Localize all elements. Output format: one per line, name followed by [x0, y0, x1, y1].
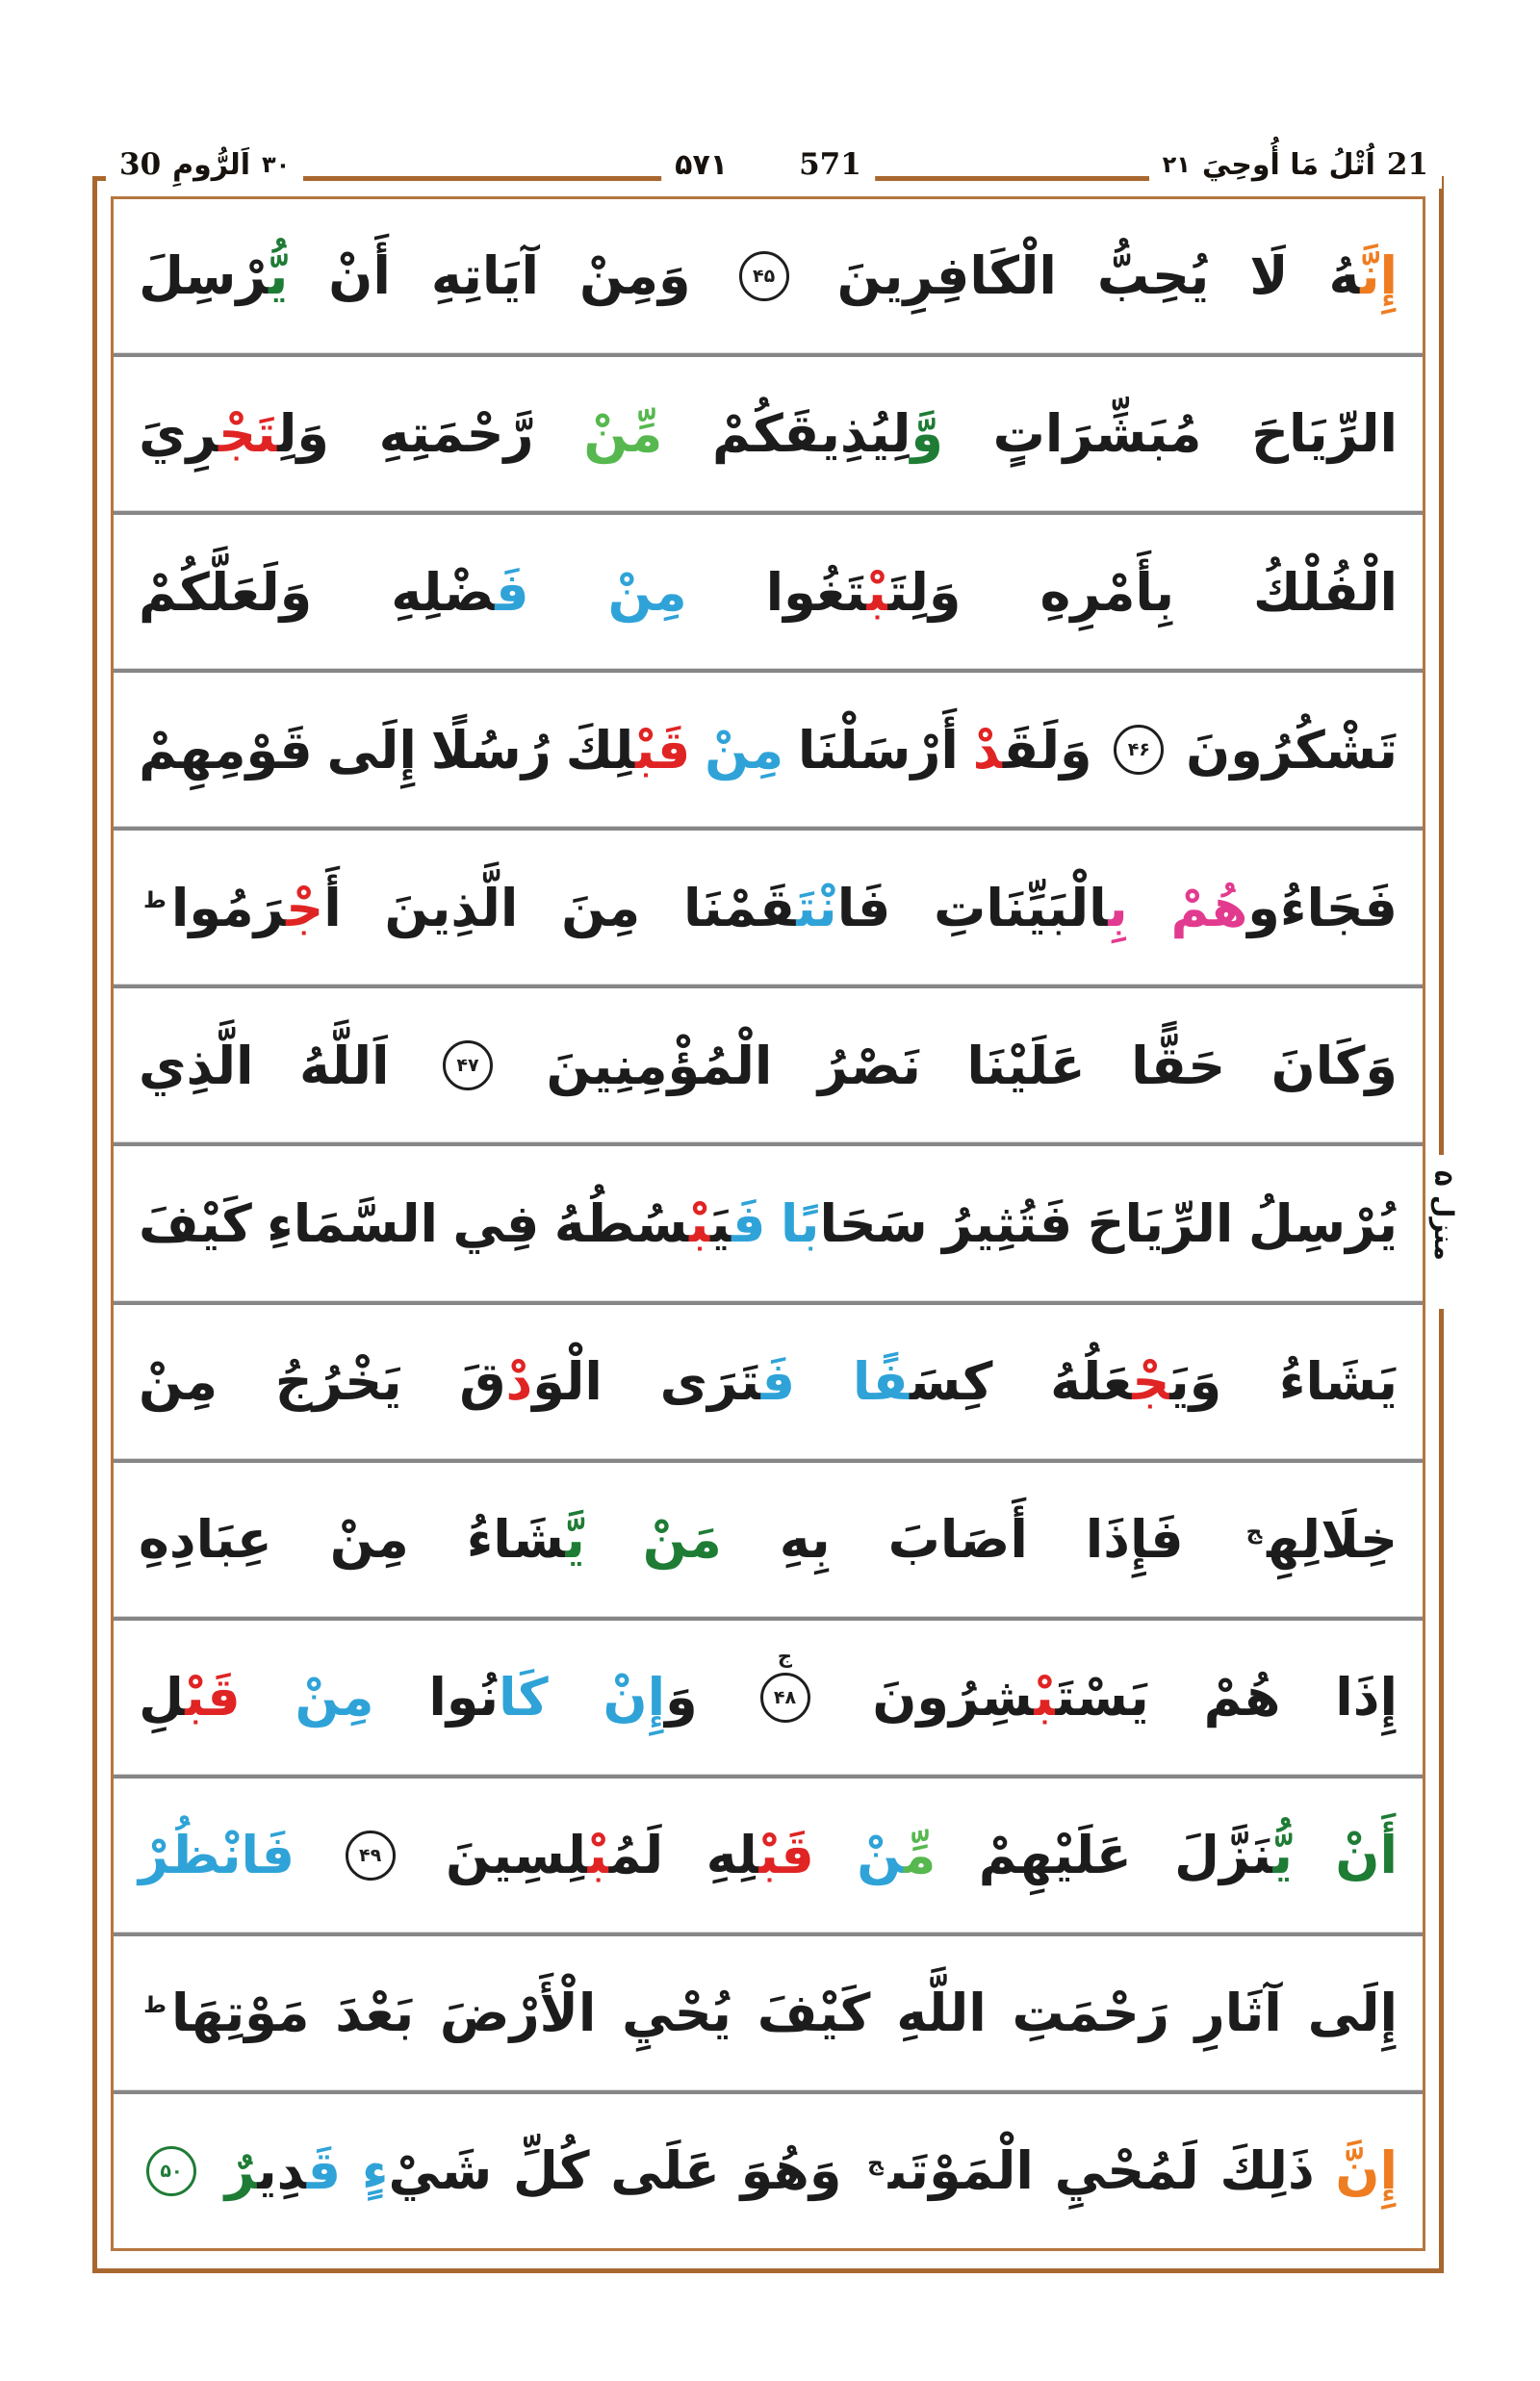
- quran-line-9: [114, 1459, 1423, 1617]
- text-segment: كَا: [499, 1667, 549, 1728]
- text-segment: ‍لِهِ: [706, 1825, 759, 1886]
- word: [139, 1983, 310, 2044]
- text-segment: ‍قَمْنَا: [683, 877, 797, 938]
- word: [1170, 877, 1398, 938]
- text-segment: فِي: [452, 1192, 540, 1254]
- word: [992, 403, 1202, 465]
- text-segment: لِيُذِيقَكُمْ: [712, 403, 911, 465]
- page-number-latin: 571: [799, 147, 861, 182]
- ayah-marker: ۴۸ ج: [760, 1673, 810, 1723]
- text-segment: يَشَاءُ: [1278, 1350, 1398, 1412]
- text-segment: كَيْفَ: [757, 1983, 871, 2044]
- text-segment: ‍تَجْ‍: [218, 403, 278, 465]
- word: [1249, 245, 1289, 307]
- text-segment: بِ‍: [1108, 877, 1128, 938]
- word: [1131, 1037, 1225, 1094]
- text-segment: ‍رٌ: [224, 2140, 258, 2202]
- ayah-marker: ۴۹: [346, 1831, 396, 1881]
- text-segment: ‍يَ‍: [710, 1192, 732, 1254]
- text-segment: أَنْ: [1335, 1825, 1398, 1886]
- word: [705, 719, 784, 781]
- word: [780, 1192, 928, 1254]
- text-segment: إِنْ: [603, 1667, 666, 1728]
- text-segment: فَا: [836, 877, 891, 938]
- text-segment: ‍جْ‍: [1132, 1350, 1170, 1412]
- text-segment: فَإِذَا: [1085, 1508, 1184, 1570]
- text-segment: هُمْ: [1203, 1667, 1281, 1728]
- text-segment: وَلِتَ‍: [887, 561, 962, 623]
- text-segment: فَ‍: [760, 1350, 796, 1412]
- word: [430, 719, 552, 781]
- word: [978, 1825, 1132, 1886]
- word: [896, 1983, 987, 2044]
- word: [1194, 1983, 1282, 2044]
- word: [887, 1508, 1028, 1570]
- text-segment: بِهِ: [779, 1508, 831, 1570]
- text-segment: ‍بْ‍: [587, 1825, 609, 1886]
- quran-line-3: [114, 511, 1423, 669]
- word: [862, 2140, 1034, 2202]
- word: [1174, 1825, 1293, 1886]
- word: [384, 877, 519, 938]
- word: [546, 1037, 772, 1094]
- text-segment: رَحْمَتِ: [1012, 1983, 1169, 2044]
- text-segment: مُبَشِّرَاتٍ: [992, 403, 1202, 465]
- word: [1278, 1350, 1398, 1412]
- word: [1253, 561, 1398, 623]
- text-segment: ‍تَرَى: [659, 1350, 761, 1412]
- text-segment: وَهُوَ: [740, 2140, 842, 2202]
- surah-number-arabic: ۳۰: [262, 151, 291, 178]
- quran-line-8: [114, 1301, 1423, 1459]
- stop-sign: ج: [1245, 1519, 1263, 1545]
- page-header: [92, 141, 1444, 189]
- text-segment: يَخْرُجُ: [274, 1350, 402, 1412]
- word: [430, 245, 539, 307]
- text-segment: قَ: [459, 1350, 506, 1412]
- quran-line-1: [114, 199, 1423, 353]
- word: [378, 403, 534, 465]
- text-segment: ذَلِكَ: [1219, 2140, 1315, 2202]
- text-segment: قَ‍: [306, 2140, 342, 2202]
- text-segment: يُرْسِلُ: [1247, 1192, 1398, 1254]
- text-segment: قَبْ‍: [634, 719, 691, 781]
- stop-sign: ج: [867, 2151, 884, 2177]
- text-segment: رُسُلًا: [430, 719, 552, 781]
- text-segment: آثَارِ: [1194, 1983, 1282, 2044]
- juz-name: اُتْلُ مَا أُوحِيَ: [1201, 147, 1375, 182]
- text-segment: بَعْدَ: [335, 1983, 415, 2044]
- word: [706, 1825, 814, 1886]
- word: [583, 403, 663, 465]
- ayah-marker: ۴۵: [739, 251, 789, 301]
- text-segment: لَمُحْيِ: [1054, 2140, 1199, 2202]
- word: [1204, 1669, 1281, 1726]
- word: [857, 1825, 937, 1886]
- text-segment: الْمُؤْمِنِينَ: [546, 1035, 773, 1096]
- quran-line-6: [114, 985, 1423, 1142]
- word: [852, 1350, 993, 1412]
- word: [683, 877, 891, 938]
- text-segment: قَبْ‍: [758, 1825, 814, 1886]
- text-segment: كِسَ‍: [910, 1350, 993, 1412]
- text-segment: ‍شِرُونَ: [872, 1667, 1035, 1728]
- text-segment: مَوْتِهَا: [170, 1983, 310, 2044]
- word: [872, 1669, 1149, 1726]
- text-segment: ‍سُطُهُ: [553, 1192, 690, 1254]
- word: [818, 1037, 921, 1094]
- quran-line-12: [114, 1933, 1423, 2090]
- text-segment: إِذَا: [1335, 1667, 1398, 1728]
- text-segment: آيَاتِهِ: [430, 245, 539, 307]
- word: [622, 1983, 732, 2044]
- word: [428, 1669, 548, 1726]
- word: [139, 245, 289, 307]
- word: [972, 719, 1092, 781]
- word: [139, 719, 313, 781]
- text-segment: ‍هُ: [1328, 245, 1361, 307]
- word: [740, 2140, 842, 2202]
- juz-number-arabic: ۲۱: [1162, 151, 1191, 178]
- text-segment: اللَّهِ: [896, 1983, 987, 2044]
- word: [459, 1350, 603, 1412]
- text-segment: ‍بْ‍: [866, 561, 888, 623]
- text-segment: وَّ: [911, 403, 943, 465]
- word: [335, 1983, 415, 2044]
- word: [1040, 561, 1174, 623]
- word: [966, 1037, 1085, 1094]
- text-segment: يُحْيِ: [622, 1983, 732, 2044]
- word: [1328, 245, 1398, 307]
- text-segment: نَصْرُ: [817, 1035, 921, 1096]
- word: [328, 245, 391, 307]
- text-segment: إِنَّ‍: [1360, 245, 1398, 307]
- text-segment: عَلَيْنَا: [966, 1035, 1086, 1096]
- word: [139, 1350, 218, 1412]
- text-segment: نُوا: [428, 1667, 499, 1728]
- word: [578, 245, 691, 307]
- word: [139, 1037, 253, 1094]
- word: [797, 719, 959, 781]
- text-segment: وَكَانَ: [1270, 1035, 1398, 1096]
- text-segment: حَقًّا: [1131, 1035, 1226, 1096]
- word: [1335, 1669, 1398, 1726]
- word: [610, 2140, 720, 2202]
- stop-sign: ط: [143, 887, 167, 913]
- text-segment: مَنْ: [642, 1508, 722, 1570]
- quran-line-7: [114, 1142, 1423, 1300]
- text-segment: قَبْ‍: [185, 1667, 241, 1728]
- text-segment: وَلِ‍: [277, 403, 329, 465]
- text-segment: الْكَافِرِينَ: [836, 245, 1057, 307]
- word: [139, 877, 342, 938]
- text-segment: ‍عَلُهُ: [1050, 1350, 1133, 1412]
- ayah-marker: ۵۰: [146, 2146, 196, 2196]
- word: [1050, 1350, 1222, 1412]
- word: [299, 1037, 390, 1094]
- text-segment: ‍نْ: [857, 1825, 904, 1886]
- word: [934, 877, 1128, 938]
- text-segment: الْأَرْضَ: [439, 1983, 597, 2044]
- text-segment: فَتُثِيرُ: [942, 1192, 1073, 1254]
- text-segment: إِلَى: [1307, 1983, 1398, 2044]
- text-segment: خِلَالِهِ: [1267, 1508, 1398, 1570]
- text-segment: مِنْ: [139, 1350, 218, 1412]
- juz-number-latin: 21: [1386, 147, 1428, 182]
- word: [553, 1192, 766, 1254]
- word: [1307, 1983, 1398, 2044]
- text-segment: وَمِنْ: [578, 245, 691, 307]
- text-segment: فَ‍: [495, 561, 529, 623]
- text-segment: ‍لِ: [139, 1667, 186, 1728]
- word: [274, 1350, 402, 1412]
- word: [139, 403, 329, 465]
- text-segment: مِّ‍: [903, 1825, 937, 1886]
- text-segment: ‍تَغُوا: [765, 561, 867, 623]
- text-segment: عِبَادِهِ: [139, 1508, 272, 1570]
- word: [642, 1508, 722, 1570]
- word: [1271, 1037, 1398, 1094]
- text-segment: الَّذِي: [139, 1035, 254, 1096]
- page-number-arabic: ۵۷۱: [675, 147, 729, 182]
- word: [757, 1983, 871, 2044]
- word: [779, 1508, 831, 1570]
- word: [139, 561, 313, 623]
- page-border-frame: [92, 176, 1458, 2273]
- surah-name: اَلرُّومِ: [172, 147, 250, 182]
- text-segment: السَّمَاءِ: [267, 1192, 438, 1254]
- word: [452, 1192, 540, 1254]
- text-segment: ‍نَزَّلَ: [1174, 1825, 1273, 1886]
- text-segment: ‍لِسِينَ: [446, 1825, 588, 1886]
- text-segment: الْمَوْتَى: [887, 2140, 1034, 2202]
- word: [836, 245, 1057, 307]
- text-segment: مِنْ: [705, 719, 784, 781]
- text-segment: ‍دِي‍: [257, 2140, 307, 2202]
- text-segment: وَلَقَ‍: [1002, 719, 1092, 781]
- word: [603, 1669, 698, 1726]
- text-segment: مِنْ: [607, 561, 687, 623]
- text-segment: فَ‍: [732, 1192, 766, 1254]
- word: [565, 719, 691, 781]
- word: [1012, 1983, 1169, 2044]
- text-segment: يُّ‍: [269, 245, 289, 307]
- text-frame: [111, 196, 1425, 2251]
- word: [1054, 2140, 1199, 2202]
- word: [607, 561, 687, 623]
- text-segment: الرِّيَاحَ: [1087, 1192, 1234, 1254]
- word: [942, 1192, 1073, 1254]
- text-segment: أَصَابَ: [887, 1508, 1028, 1570]
- ayah-marker: ۴۶: [1114, 725, 1164, 775]
- text-segment: الرِّيَاحَ: [1251, 403, 1398, 465]
- text-segment: نْتَ‍: [796, 877, 837, 938]
- text-segment: ‍رَمُوا: [170, 877, 287, 938]
- juz-title-block: [1149, 141, 1442, 189]
- text-segment: تَشْكُرُونَ: [1186, 719, 1398, 781]
- text-segment: كَيْفَ: [139, 1192, 252, 1254]
- text-segment: وَيَ‍: [1169, 1350, 1222, 1412]
- text-segment: يُحِبُّ: [1096, 245, 1210, 307]
- text-segment: لَمُ‍: [608, 1825, 664, 1886]
- quran-line-2: [114, 353, 1423, 511]
- surah-number-latin: 30: [119, 147, 162, 182]
- text-segment: يَّ‍: [565, 1508, 585, 1570]
- text-segment: أَرْسَلْنَا: [797, 719, 959, 781]
- text-segment: وَلَعَلَّكُمْ: [139, 561, 313, 623]
- word: [139, 1669, 241, 1726]
- word: [326, 719, 417, 781]
- text-segment: مِنْ: [295, 1667, 374, 1728]
- text-segment: اَللَّهُ: [298, 1035, 390, 1096]
- word: [466, 1508, 585, 1570]
- text-segment: ‍الْبَيِّنَاتِ: [934, 877, 1109, 938]
- text-segment: هُمْ: [1170, 877, 1248, 938]
- word: [512, 2140, 590, 2202]
- text-segment: وَ: [665, 1667, 698, 1728]
- word: [391, 561, 529, 623]
- word: [1335, 2140, 1398, 2202]
- text-segment: مِنْ: [329, 1508, 409, 1570]
- word: [1335, 1825, 1398, 1886]
- text-segment: ءٍ: [361, 2140, 389, 2202]
- text-segment: الْفُلْكُ: [1253, 561, 1398, 623]
- text-segment: إِنَّ: [1335, 2140, 1398, 2202]
- text-segment: ‍بْ‍: [689, 1192, 711, 1254]
- word: [224, 2140, 342, 2202]
- word: [446, 1825, 664, 1886]
- text-segment: مِّنْ: [583, 403, 663, 465]
- stop-sign: ط: [143, 1993, 167, 2019]
- surah-title-block: [106, 141, 303, 189]
- text-segment: ‍شَاءُ: [466, 1508, 566, 1570]
- word: [361, 2140, 493, 2202]
- word: [1242, 1508, 1398, 1570]
- word: [139, 1825, 295, 1886]
- text-segment: مِنَ: [561, 877, 641, 938]
- word: [712, 403, 943, 465]
- word: [1096, 245, 1210, 307]
- text-segment: لَا: [1249, 245, 1289, 307]
- word: [139, 1508, 272, 1570]
- text-segment: فَانْظُرْ: [139, 1825, 295, 1886]
- text-segment: عَلَى: [610, 2140, 720, 2202]
- word: [1219, 2140, 1315, 2202]
- quran-line-10: [114, 1617, 1423, 1775]
- text-segment: جْ‍: [286, 877, 324, 938]
- word: [439, 1983, 597, 2044]
- text-segment: إِلَى: [326, 719, 417, 781]
- text-segment: سَحَا: [819, 1192, 928, 1254]
- text-segment: ‍بْ‍: [1034, 1667, 1056, 1728]
- word: [267, 1192, 438, 1254]
- text-segment: ‍دْ: [972, 719, 1003, 781]
- text-segment: ‍رِيَ: [139, 403, 219, 465]
- quran-line-11: [114, 1775, 1423, 1933]
- word: [1251, 403, 1398, 465]
- page-number-block: [661, 141, 875, 189]
- text-segment: شَيْ: [388, 2140, 493, 2202]
- word: [1186, 719, 1398, 781]
- text-segment: بًا: [780, 1192, 820, 1254]
- stop-sign: ج: [777, 1644, 793, 1668]
- text-segment: بِأَمْرِهِ: [1040, 561, 1174, 623]
- text-segment: قَوْمِهِمْ: [139, 719, 313, 781]
- word: [329, 1508, 409, 1570]
- text-segment: ‍ضْلِهِ: [391, 561, 496, 623]
- word: [295, 1669, 374, 1726]
- manzil-label: منزل ۵: [1426, 1161, 1460, 1270]
- word: [1087, 1192, 1234, 1254]
- text-segment: الْوَ: [532, 1350, 603, 1412]
- word: [561, 877, 641, 938]
- text-segment: يَسْتَ‍: [1055, 1667, 1149, 1728]
- quran-line-13: [114, 2090, 1423, 2248]
- word: [659, 1350, 796, 1412]
- ayah-marker: ۴۷: [443, 1040, 493, 1090]
- text-segment: دْ: [505, 1350, 533, 1412]
- text-segment: عَلَيْهِمْ: [978, 1825, 1132, 1886]
- text-segment: ‍رْسِلَ: [139, 245, 269, 307]
- quran-line-4: [114, 669, 1423, 827]
- word: [765, 561, 962, 623]
- word: [1085, 1508, 1184, 1570]
- text-segment: فَجَاءُو: [1247, 877, 1398, 938]
- text-segment: ‍لِكَ: [565, 719, 635, 781]
- text-segment: كُلِّ: [512, 2140, 590, 2202]
- quran-line-5: [114, 827, 1423, 985]
- word: [1247, 1192, 1398, 1254]
- text-segment: ‍فًا: [852, 1350, 911, 1412]
- text-segment: يُّ‍: [1272, 1825, 1293, 1886]
- text-segment: رَّحْمَتِهِ: [378, 403, 534, 465]
- text-segment: أَنْ: [328, 245, 391, 307]
- text-segment: الَّذِينَ: [384, 877, 519, 938]
- text-segment: أَ: [323, 877, 342, 938]
- word: [139, 1192, 252, 1254]
